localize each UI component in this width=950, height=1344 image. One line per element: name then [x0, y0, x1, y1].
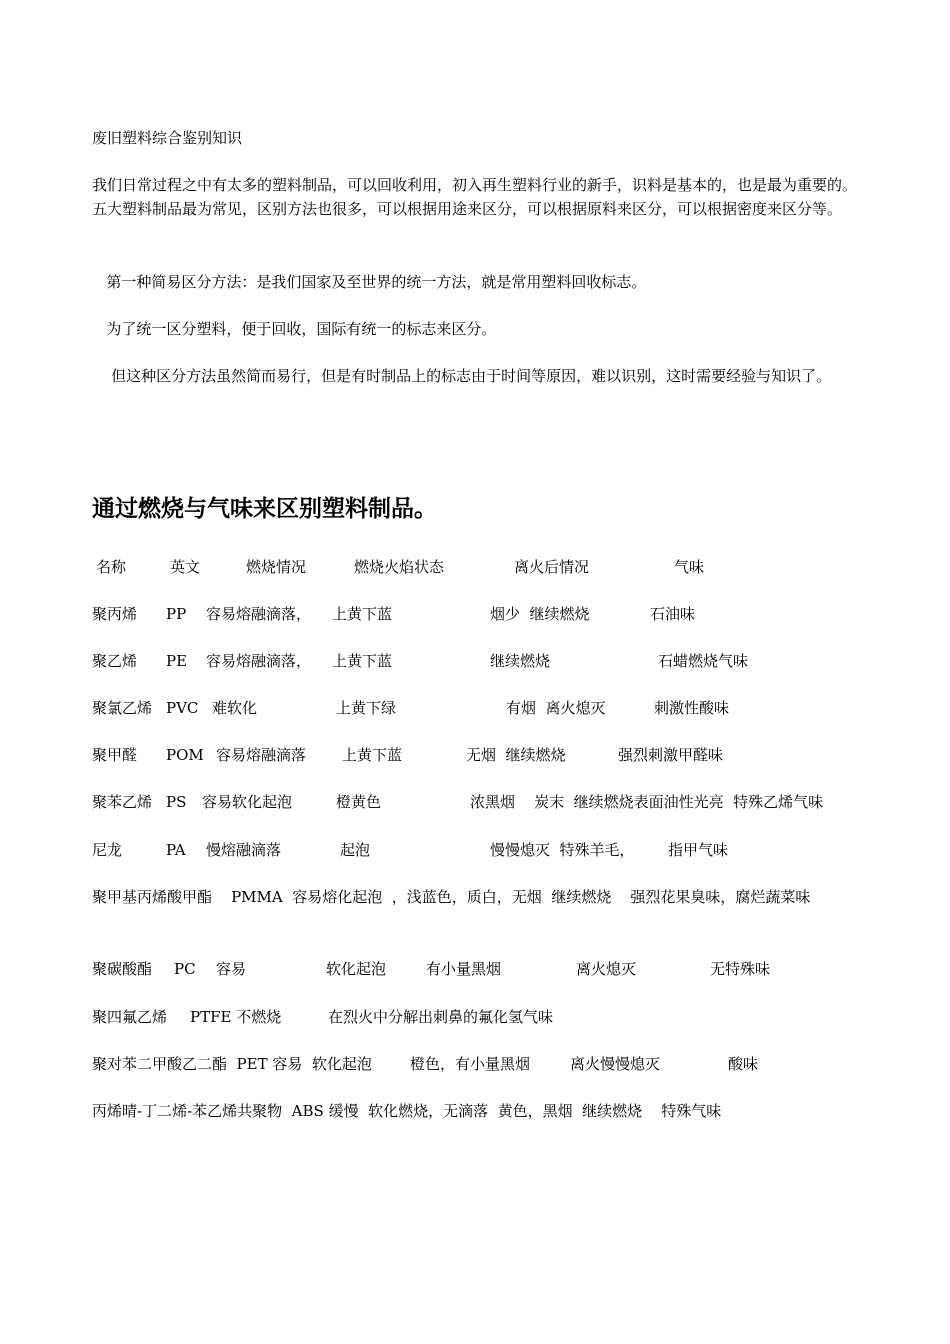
cell-flame: 软化起泡 — [326, 960, 387, 978]
cell-english: PA — [166, 841, 186, 859]
cell-smell: 强烈刺激甲醛味 — [618, 746, 724, 764]
cell-name: 聚四氟乙烯 — [92, 1008, 168, 1026]
cell-english: PTFE 不燃烧 — [190, 1008, 282, 1026]
cell-burning: 难软化 — [212, 699, 258, 717]
table-row — [92, 1005, 860, 1029]
header-flame: 燃烧火焰状态 — [354, 558, 445, 576]
cell-flame: 上黄下蓝 — [342, 746, 403, 764]
cell-smoke: 有小量黑烟 — [426, 960, 502, 978]
cell-flame: 上黄下绿 — [336, 699, 397, 717]
paragraph-2: 为了统一区分塑料，便于回收，国际有统一的标志来区分。 — [92, 320, 497, 338]
cell-smell: 刺激性酸味 — [654, 699, 730, 717]
table-row-pmma: 聚甲基丙烯酸甲酯 PMMA 容易熔化起泡 ，浅蓝色，质白，无烟 继续燃烧 强烈花果臭味，腐烂蔬菜味 — [92, 888, 811, 906]
header-burning: 燃烧情况 — [246, 558, 307, 576]
table-row — [92, 790, 860, 814]
cell-flame: 上黄下蓝 — [332, 652, 393, 670]
cell-after-fire: 继续燃烧 — [490, 652, 551, 670]
header-name: 名称 — [96, 558, 127, 576]
cell-burning: 容易 — [216, 960, 247, 978]
cell-after-fire: 无烟 继续燃烧 — [466, 746, 566, 764]
cell-flame: 橙色，有小量黑烟 — [410, 1055, 531, 1073]
cell-smell: 石油味 — [650, 605, 696, 623]
cell-name: 聚丙烯 — [92, 605, 138, 623]
section-heading: 通过燃烧与气味来区别塑料制品。 — [92, 496, 437, 522]
cell-smell: 酸味 — [728, 1055, 759, 1073]
cell-english: PVC — [166, 699, 199, 717]
cell-english: PS — [166, 793, 187, 811]
cell-after-fire: 离火熄灭 — [576, 960, 637, 978]
cell-after-fire: 浓黑烟 炭末 继续燃烧表面油性光亮 特殊乙烯气味 — [470, 793, 824, 811]
cell-flame: 上黄下蓝 — [332, 605, 393, 623]
cell-english: PE — [166, 652, 188, 670]
cell-after-fire: 有烟 离火熄灭 — [506, 699, 606, 717]
cell-description: 在烈火中分解出刺鼻的氟化氢气味 — [328, 1008, 554, 1026]
cell-name: 聚苯乙烯 — [92, 793, 153, 811]
table-row — [92, 838, 860, 862]
table-row — [92, 743, 860, 767]
cell-burning: 容易软化起泡 — [202, 793, 293, 811]
cell-flame: 起泡 — [340, 841, 371, 859]
cell-after-fire: 离火慢慢熄灭 — [570, 1055, 661, 1073]
paragraph-3: 但这种区分方法虽然简而易行，但是有时制品上的标志由于时间等原因，难以识别，这时需要经验与知识了。 — [92, 367, 832, 385]
document-title: 废旧塑料综合鉴别知识 — [92, 129, 243, 147]
cell-name: 聚甲醛 — [92, 746, 138, 764]
table-row — [92, 602, 860, 626]
header-after-fire: 离火后情况 — [514, 558, 590, 576]
cell-after-fire: 烟少 继续燃烧 — [490, 605, 590, 623]
cell-burning: 容易熔融滴落 — [216, 746, 307, 764]
table-row — [92, 649, 860, 673]
cell-name: 聚乙烯 — [92, 652, 138, 670]
cell-burning: 慢熔融滴落 — [206, 841, 282, 859]
table-row — [92, 957, 860, 981]
cell-name: 尼龙 — [92, 841, 123, 859]
intro-paragraph: 我们日常过程之中有太多的塑料制品，可以回收利用，初入再生塑料行业的新手，识料是基本的，也是最为重要的。五大塑料制品最为常见，区别方法也很多，可以根据用途来区分，可以根据原料来区分，可以根据密度来区分等。 — [92, 176, 858, 218]
table-row — [92, 696, 860, 720]
cell-smell: 无特殊味 — [710, 960, 771, 978]
cell-name: 聚对苯二甲酸乙二酯 PET 容易 软化起泡 — [92, 1055, 372, 1073]
cell-burning: 容易熔融滴落， — [206, 652, 312, 670]
cell-full: 丙烯晴-丁二烯-苯乙烯共聚物 ABS 缓慢 软化燃烧，无滴落 黄色，黑烟 继续燃烧 特殊气味 — [92, 1102, 722, 1120]
cell-flame: 橙黄色 — [336, 793, 382, 811]
cell-smell: 指甲气味 — [668, 841, 729, 859]
cell-name: 聚氯乙烯 — [92, 699, 153, 717]
cell-smell: 石蜡燃烧气味 — [658, 652, 749, 670]
header-smell: 气味 — [674, 558, 705, 576]
paragraph-1: 第一种简易区分方法：是我们国家及至世界的统一方法，就是常用塑料回收标志。 — [92, 273, 647, 291]
cell-burning: 容易熔融滴落， — [206, 605, 312, 623]
table-header-row — [92, 555, 860, 579]
cell-english: POM — [166, 746, 204, 764]
cell-english: PP — [166, 605, 187, 623]
header-english: 英文 — [170, 558, 201, 576]
cell-english: PC — [174, 960, 196, 978]
table-row — [92, 1052, 860, 1076]
cell-after-fire: 慢慢熄灭 特殊羊毛， — [490, 841, 635, 859]
cell-name: 聚碳酸酯 — [92, 960, 153, 978]
table-row — [92, 1099, 860, 1123]
